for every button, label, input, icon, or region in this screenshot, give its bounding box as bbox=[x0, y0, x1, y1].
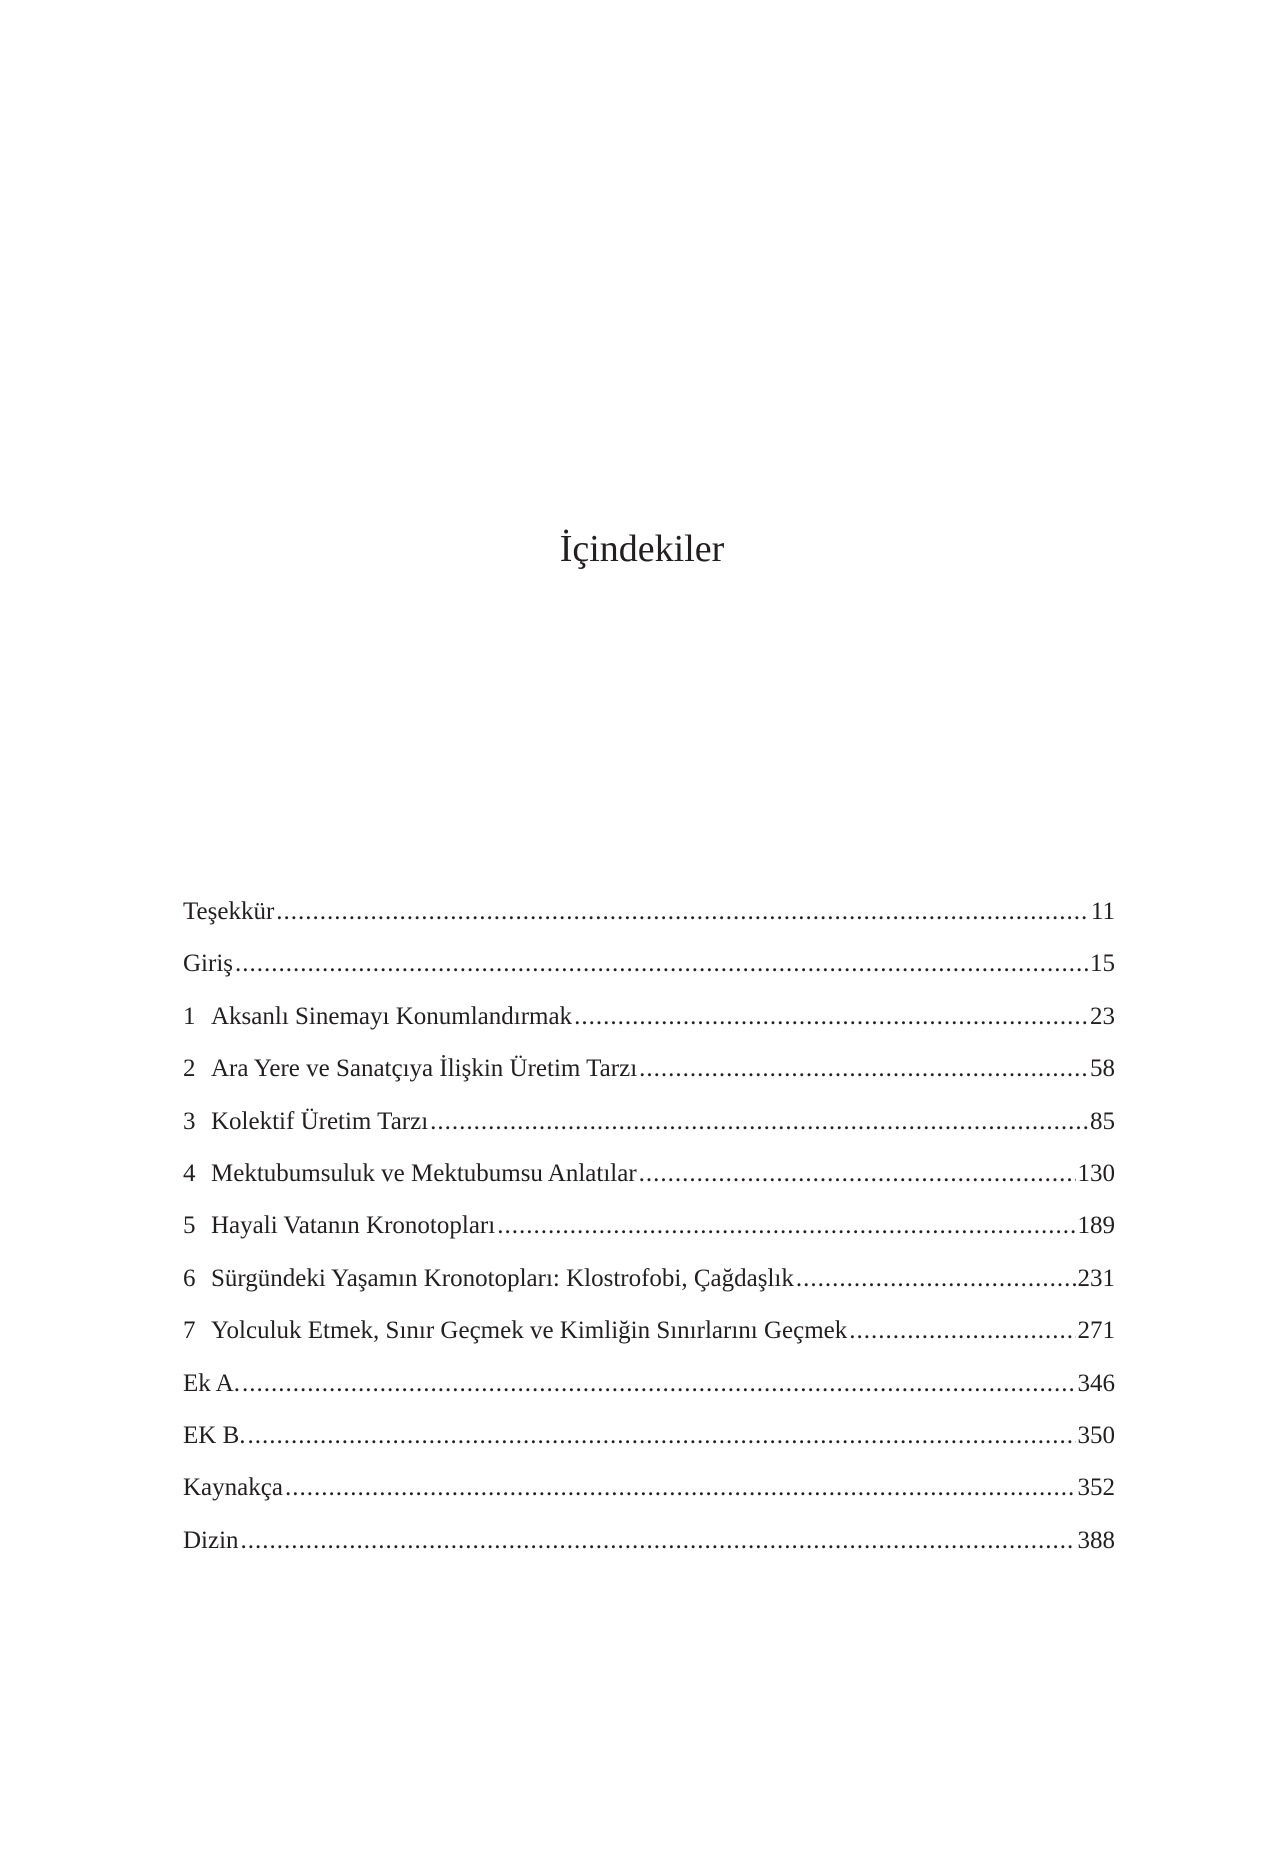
toc-entry-title: Dizin bbox=[183, 1526, 239, 1554]
toc-entry-page: 346 bbox=[1077, 1369, 1115, 1397]
toc-entry-chapter-5 bbox=[183, 1200, 1115, 1252]
toc-entry-title: Aksanlı Sinemayı Konumlandırmak bbox=[211, 1002, 573, 1030]
toc-entry-appendix-a bbox=[183, 1358, 1115, 1410]
toc-entry-title: Yolculuk Etmek, Sınır Geçmek ve Kimliğin Sınırlarını Geçmek bbox=[211, 1317, 848, 1345]
toc-entry-bibliography bbox=[183, 1462, 1115, 1514]
toc-entry-title: Kolektif Üretim Tarzı bbox=[211, 1107, 429, 1135]
toc-entry-page: 388 bbox=[1077, 1526, 1115, 1554]
toc-dot-leader bbox=[639, 1148, 1076, 1200]
toc-entry-title: Kaynakça bbox=[183, 1474, 283, 1502]
toc-entry-number: 3 bbox=[183, 1107, 196, 1135]
toc-entry-title: Sürgündeki Yaşamın Kronotopları: Klostrofobi, Çağdaşlık bbox=[211, 1264, 794, 1292]
toc-entry-number: 7 bbox=[183, 1317, 196, 1345]
toc-entry-page: 352 bbox=[1077, 1474, 1115, 1502]
toc-entry-page: 350 bbox=[1077, 1421, 1115, 1449]
toc-entry-chapter-6 bbox=[183, 1253, 1115, 1305]
toc-entry-page: 58 bbox=[1090, 1055, 1115, 1083]
toc-dot-leader bbox=[276, 886, 1089, 938]
toc-entry-acknowledgements bbox=[183, 886, 1115, 938]
toc-entry-title: Mektubumsuluk ve Mektubumsu Anlatılar bbox=[211, 1159, 637, 1187]
toc-entry-number: 4 bbox=[183, 1159, 196, 1187]
toc-entry-chapter-7 bbox=[183, 1305, 1115, 1357]
toc-dot-leader bbox=[497, 1200, 1075, 1252]
toc-dot-leader bbox=[235, 938, 1088, 990]
toc-entry-chapter-4 bbox=[183, 1148, 1115, 1200]
toc-entry-page: 85 bbox=[1090, 1107, 1115, 1135]
toc-entry-chapter-3 bbox=[183, 1096, 1115, 1148]
toc-entry-page: 15 bbox=[1090, 950, 1115, 978]
toc-dot-leader bbox=[849, 1305, 1075, 1357]
toc-entry-introduction bbox=[183, 938, 1115, 990]
toc-entry-title: Ara Yere ve Sanatçıya İlişkin Üretim Tarzı bbox=[211, 1055, 638, 1083]
toc-entry-page: 23 bbox=[1090, 1002, 1115, 1030]
toc-entry-title: Giriş bbox=[183, 950, 233, 978]
toc-entry-page: 271 bbox=[1077, 1317, 1115, 1345]
toc-entry-title: Teşekkür bbox=[183, 898, 275, 925]
toc-dot-leader bbox=[248, 1410, 1076, 1462]
page-title: İçindekiler bbox=[559, 528, 725, 570]
toc-entry-page: 11 bbox=[1090, 898, 1115, 925]
toc-entry-chapter-2 bbox=[183, 1043, 1115, 1095]
toc-dot-leader bbox=[639, 1043, 1088, 1095]
toc-dot-leader bbox=[574, 991, 1088, 1043]
table-of-contents bbox=[183, 886, 1115, 1567]
toc-dot-leader bbox=[430, 1096, 1088, 1148]
toc-entry-number: 5 bbox=[183, 1212, 196, 1240]
toc-dot-leader bbox=[241, 1515, 1076, 1567]
toc-entry-title: Ek A. bbox=[183, 1369, 240, 1397]
toc-entry-page: 189 bbox=[1077, 1212, 1115, 1240]
toc-entry-page: 231 bbox=[1077, 1264, 1115, 1292]
toc-entry-index bbox=[183, 1515, 1115, 1567]
toc-dot-leader bbox=[796, 1253, 1076, 1305]
toc-entry-number: 6 bbox=[183, 1264, 196, 1292]
toc-dot-leader bbox=[285, 1462, 1076, 1514]
toc-entry-title: Hayali Vatanın Kronotopları bbox=[211, 1212, 496, 1240]
toc-dot-leader bbox=[242, 1358, 1076, 1410]
toc-entry-number: 2 bbox=[183, 1055, 196, 1083]
toc-entry-appendix-b bbox=[183, 1410, 1115, 1462]
toc-entry-chapter-1 bbox=[183, 991, 1115, 1043]
toc-entry-title: EK B. bbox=[183, 1421, 246, 1449]
toc-entry-page: 130 bbox=[1077, 1159, 1115, 1187]
toc-entry-number: 1 bbox=[183, 1002, 196, 1030]
